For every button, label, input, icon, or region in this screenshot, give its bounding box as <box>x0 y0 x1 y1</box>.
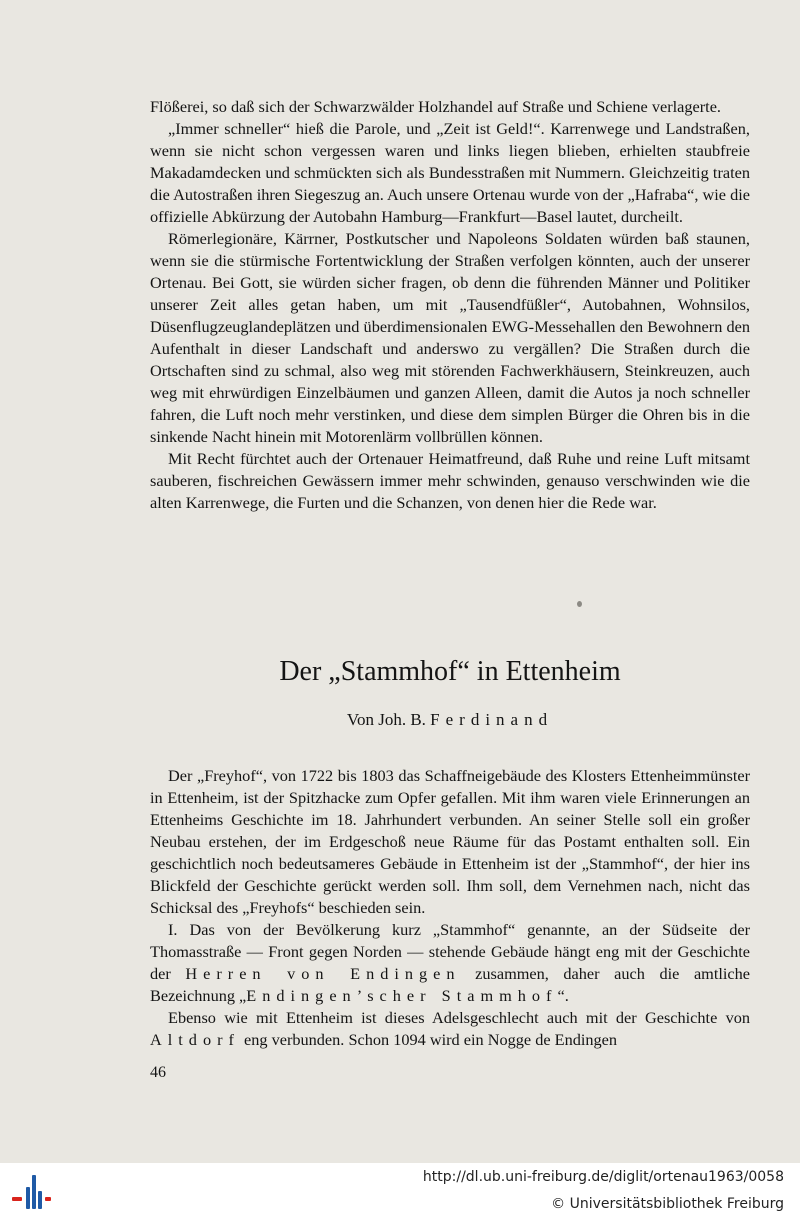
text-run: I. Das von der Bevölkerung kurz „Stammhof“ genannte, an der Südseite der Thomasstraße — Front gegen Norden — stehende Gebäude hängt eng mit der Geschichte der <box>150 920 750 983</box>
spaced-name: Herren von Endingen <box>185 964 461 983</box>
paragraph: Flößerei, so daß sich der Schwarzwälder Holzhandel auf Straße und Schiene verlagerte. <box>150 97 721 116</box>
spaced-name: Endingen’scher Stammhof <box>246 986 558 1005</box>
text-run: “. <box>557 986 569 1005</box>
body-text-top <box>150 96 750 514</box>
paragraph: Der „Freyhof“, von 1722 bis 1803 das Schaffneigebäude des Klosters Ettenheimmünster in Ettenheim, ist der Spitzhacke zum Opfer gefallen. Mit ihm waren viele Erinnerungen an Ettenheims Geschichte im 18. Jahrhundert verbunden. An seiner Stelle soll ein großer Neubau erstehen, der im Erdgeschoß neue Räume für das Postamt enthalten soll. Ein geschichtlich noch bedeutsameres Gebäude in Ettenheim ist der „Stammhof“, der hier ins Blickfeld der Geschichte gerückt werden soll. Ihm soll, dem Vernehmen nach, nicht das Schicksal des „Freyhofs“ beschieden sein. <box>150 766 750 917</box>
byline-author: Ferdinand <box>430 710 554 729</box>
body-text-article <box>150 765 750 1051</box>
page-number: 46 <box>150 1064 166 1081</box>
paragraph <box>150 919 750 1007</box>
article-byline <box>150 707 750 733</box>
paragraph <box>150 1007 750 1051</box>
text-run: Ebenso wie mit Ettenheim ist dieses Adelsgeschlecht auch mit der Geschichte von <box>168 1008 750 1027</box>
footer-permalink[interactable]: http://dl.ub.uni-freiburg.de/diglit/ortenau1963/0058 <box>422 1169 784 1185</box>
article-title: Der „Stammhof“ in Ettenheim <box>279 656 621 687</box>
footer-copyright: © Universitätsbibliothek Freiburg <box>551 1196 784 1212</box>
text-run: eng verbunden. Schon 1094 wird ein Nogge de Endingen <box>239 1030 618 1049</box>
footer-bar <box>0 1163 800 1220</box>
paragraph: Mit Recht fürchtet auch der Ortenauer Heimatfreund, daß Ruhe und reine Luft mitsamt sauberen, fischreichen Gewässern immer mehr schwinden, genauso verschwinden wie die alten Karrenwege, die Furten und die Schanzen, von denen hier die Rede war. <box>150 449 750 512</box>
paragraph: „Immer schneller“ hieß die Parole, und „Zeit ist Geld!“. Karrenwege und Landstraßen, wenn sie nicht schon vergessen waren und links liegen blieben, erhielten staubfreie Makadamdecken und schmückten sich als Bundesstraßen mit Nummern. Gleichzeitig traten die Autostraßen ihren Siegeszug an. Auch unsere Ortenau wurde von der „Hafraba“, wie die offizielle Abkürzung der Autobahn Hamburg—Frankfurt—Basel lautet, durcheilt. <box>150 119 750 226</box>
scan-speck <box>577 601 582 607</box>
ub-freiburg-logo-icon <box>8 1173 52 1215</box>
text-run: zusammen, daher auch die amtliche Bezeichnung „ <box>150 964 751 1005</box>
paragraph: Römerlegionäre, Kärrner, Postkutscher und Napoleons Soldaten würden baß staunen, wenn sie die stürmische Fortentwicklung der Straßen verfolgen könnten, auch der unserer Ortenau. Bei Gott, sie würden sicher fragen, ob denn die führenden Männer und Politiker unserer Zeit alles getan haben, um mit „Tausendfüßler“, Autobahnen, Wohnsilos, Düsenflugzeuglandeplätzen und überdimensionalen EWG-Messehallen den Bewohnern den Aufenthalt in dieser Landschaft und anderswo zu vergällen? Die Straßen durch die Ortschaften sind zu schmal, also weg mit störenden Fachwerkhäusern, Steinkreuzen, auch weg mit ehrwürdigen Einzelbäumen und ganzen Alleen, damit die Autos ja noch schneller fahren, die Luft noch mehr verstinken, und diese dem simplen Bürger die Ohren bis in die sinkende Nacht hinein mit Motorenlärm vollbrüllen können. <box>150 229 750 446</box>
spaced-name: Altdorf <box>150 1030 240 1049</box>
byline-prefix: Von Joh. B. <box>346 710 431 729</box>
